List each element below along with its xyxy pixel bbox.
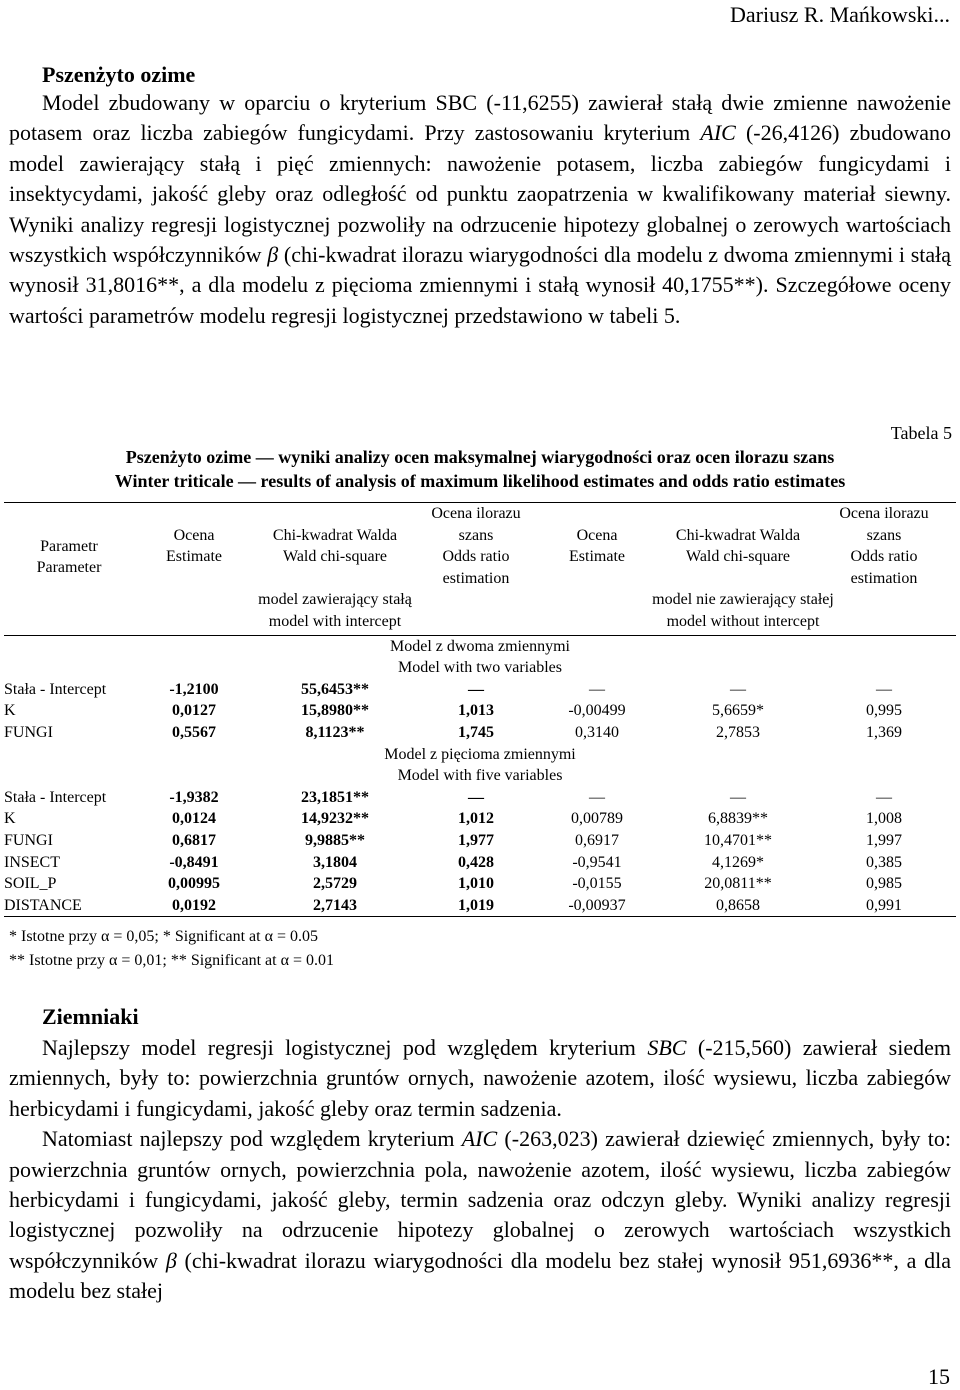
table-row: FUNGI 0,5567 8,1123** 1,745 0,3140 2,7853 1,369 xyxy=(4,723,902,741)
results-table xyxy=(4,502,956,917)
table-caption: Tabela 5 xyxy=(890,423,952,443)
sbc-term: SBC xyxy=(647,1035,687,1060)
header-odds: Ocena ilorazu szans Odds ratio estimation xyxy=(422,503,530,590)
group-label-two-variables: Model z dwoma zmiennymi Model with two variables xyxy=(390,637,570,677)
aic-term-2: AIC xyxy=(461,1126,498,1152)
beta-symbol-2: β xyxy=(165,1247,177,1273)
table-row: DISTANCE 0,0192 2,7143 1,019 -0,00937 0,8658 0,991 xyxy=(4,895,956,917)
potatoes-paragraph-1: Najlepszy model regresji logistycznej pod względem kryterium SBC (-215,560) zawierał siedem zmiennych, były to: powierzchnia gruntów ornych, nawożenie azotem, ilość wysiewu, liczba zabiegów herbicydami i fungicydami, jakość gleby oraz termin sadzenia. xyxy=(9,1035,952,1121)
header-wald-2: Chi-kwadrat Walda Wald chi-square xyxy=(664,503,812,590)
table-row: FUNGI 0,6817 9,9885** 1,977 0,6917 10,4701** 1,997 xyxy=(4,831,902,849)
footnote-005: * Istotne przy α = 0,05; * Significant at α = 0.05 xyxy=(9,928,318,945)
header-with-intercept: model zawierający stałą model with intercept xyxy=(140,589,530,635)
section-heading-triticale: Pszenżyto ozime xyxy=(42,62,196,87)
table-row: Stała - Intercept -1,2100 55,6453** — — — — xyxy=(4,680,892,698)
table-title-en: Winter triticale — results of analysis of maximum likelihood estimates and odds ratio estimates xyxy=(114,471,846,491)
footnote-001: ** Istotne przy α = 0,01; ** Significant at α = 0.01 xyxy=(9,952,334,969)
page-number: 15 xyxy=(928,1364,950,1389)
table-header-row xyxy=(4,503,956,590)
running-head: Dariusz R. Mańkowski... xyxy=(730,2,950,27)
header-parameter: Parametr Parameter xyxy=(4,503,140,590)
table-row: SOIL_P 0,00995 2,5729 1,010 -0,0155 20,0811** 0,985 xyxy=(4,875,902,893)
potatoes-paragraphs xyxy=(9,1033,951,1307)
table-row: INSECT -0,8491 3,1804 0,428 -0,9541 4,1269* 0,385 xyxy=(4,853,902,871)
beta-symbol: β xyxy=(267,242,279,268)
table-row: Stała - Intercept -1,9382 23,1851** — — — — xyxy=(4,788,892,806)
table-row: K 0,0124 14,9232** 1,012 0,00789 6,8839** 1,008 xyxy=(4,810,902,828)
header-estimate: Ocena Estimate xyxy=(140,503,248,590)
table-row: K 0,0127 15,8980** 1,013 -0,00499 5,6659* 0,995 xyxy=(4,702,902,720)
triticale-paragraph: Model zbudowany w oparciu o kryterium SBC (-11,6255) zawierał stałą dwie zmienne nawożenie potasem oraz liczba zabiegów fungicydami. Przy zastosowaniu kryterium AIC (-26,4126) zbudowano model zawierający stałą i pięć zmiennych: nawożenie potasem, liczba zabiegów fungicydami i insektycydami, jakość gleby oraz odległość od punktu zaopatrzenia w kwalifikowany materiał siewny. Wyniki analizy regresji logistycznej pozwoliły na odrzucenie hipotezy globalnej o zerowych wartościach wszystkich współczynników β (chi-kwadrat ilorazu wiarygodności dla modelu z dwoma zmiennymi i stałą wynosił 31,8016**, a dla modelu z pięcioma zmiennymi i stałą wynosił 40,1755**). Szczegółowe oceny wartości parametrów modelu regresji logistycznej przedstawiono w tabeli 5. xyxy=(9,90,952,328)
group-label-five-variables: Model z pięcioma zmiennymi Model with five variables xyxy=(384,745,576,785)
header-odds-2: Ocena ilorazu szans Odds ratio estimation xyxy=(812,503,956,590)
header-without-intercept: model nie zawierający stałej model without intercept xyxy=(530,589,956,635)
table-subheader-row xyxy=(4,589,956,635)
aic-term: AIC xyxy=(700,120,736,146)
section-heading-potatoes: Ziemniaki xyxy=(42,1004,139,1029)
header-wald: Chi-kwadrat Walda Wald chi-square xyxy=(248,503,422,590)
table-title-pl: Pszenżyto ozime — wyniki analizy ocen maksymalnej wiarygodności oraz ocen ilorazu szans xyxy=(125,447,835,467)
header-estimate-2: Ocena Estimate xyxy=(530,503,664,590)
potatoes-paragraph-2: Natomiast najlepszy pod względem kryterium AIC (-263,023) zawierał dziewięć zmiennych, były to: powierzchnia gruntów ornych, powierzchnia pola, nawożenie azotem, ilość wysiewu, liczba zabiegów herbicydami i fungicydami, jakość gleby, termin sadzenia oraz odczyn gleby. Wyniki analizy regresji logistycznej pozwoliły na odrzucenie hipotezy globalnej o zerowych wartościach wszystkich współczynników β (chi-kwadrat ilorazu wiarygodności dla modelu bez stałej wynosił 951,6936**, a dla modelu bez stałej xyxy=(9,1126,951,1304)
